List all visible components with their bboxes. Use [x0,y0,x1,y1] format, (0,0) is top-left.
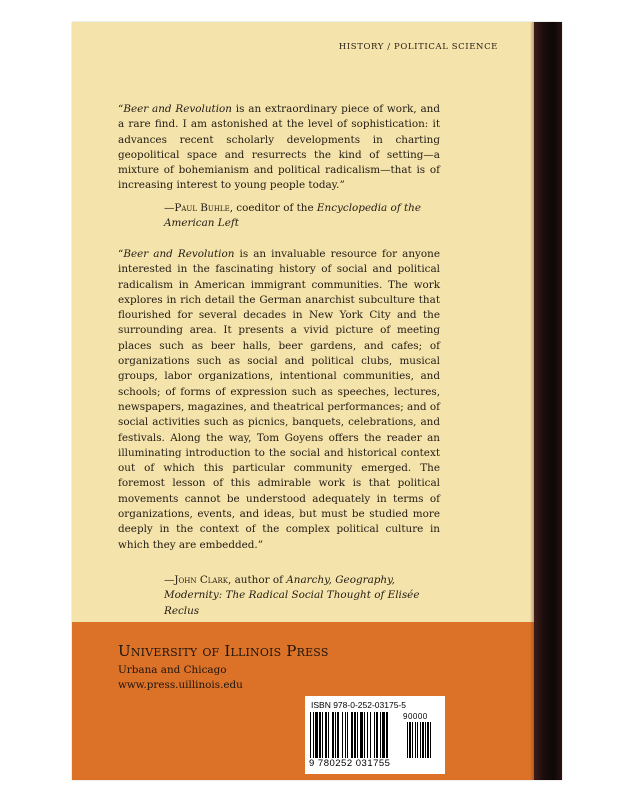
book-title: Beer and Revolution [123,248,235,260]
blurb-quote-2 [118,247,440,553]
attribution-role: , coeditor of the [229,202,317,214]
category-label: HISTORY / POLITICAL SCIENCE [338,42,498,52]
barcode-digits: 9 780252 031755 [309,758,391,769]
quote-text: is an invaluable resource for anyone interested in the fascinating history of social and political radicalism in American immigrant communities. The work explores in rich detail the German anarchist subculture that flourished for several decades in New York City and the surrounding area. It presents a vivid picture of meeting places such as beer halls, beer gardens, and cafes; of organizations such as social and political clubs, musical groups, labor organizations, intentional communities, and schools; of forms of expression such as speeches, lectures, newspapers, magazines, and theatrical performances; and of social activities such as picnics, banquets, celebrations, and festivals. Along the way, Tom Goyens offers the reader an illuminating introduction to the social and historical context out of which this particular community emerged. The foremost lesson of this admirable work is that political movements cannot be understood adequately in terms of organizations, events, and ideas, but must be studied more deeply in the context of the complex political culture in which they are embedded.” [118,248,441,551]
publisher-website: www.press.uillinois.edu [118,679,243,691]
book-title: Beer and Revolution [123,103,232,115]
blurb-attribution-2 [164,573,454,619]
blurb-attribution-1 [164,201,454,232]
isbn-text: ISBN 978-0-252-03175-5 [311,700,406,710]
open-quote: “ [118,103,124,115]
publisher-city: Urbana and Chicago [118,664,227,676]
barcode-box [305,696,445,774]
quote-text: is an extraordinary piece of work, and a rare find. I am astonished at the level of sophistication: it advances recent scholarly developments in charting geopolitical space and resurrects the kind of setting—a mixture of bohemianism and political radicalism—that is of increasing interest to young people today.” [118,103,440,192]
attribution-dash: — [164,202,175,214]
open-quote: “ [118,248,124,260]
book-spine [534,22,562,780]
publisher-name: University of Illinois Press [118,642,329,660]
attribution-work: Anarchy, Geography, Modernity: The Radical Social Thought of Elisée Reclus [164,574,420,617]
attribution-name: Paul Buhle [174,202,230,214]
attribution-role: , author of [227,574,287,586]
barcode-addon: 90000 [403,712,428,721]
attribution-work: Encyclopedia of the American Left [164,202,421,230]
book-back-cover [72,22,562,780]
blurb-quote-1 [118,102,440,194]
attribution-dash: — [164,574,175,586]
attribution-name: John Clark [174,574,228,586]
cream-panel [72,22,534,622]
